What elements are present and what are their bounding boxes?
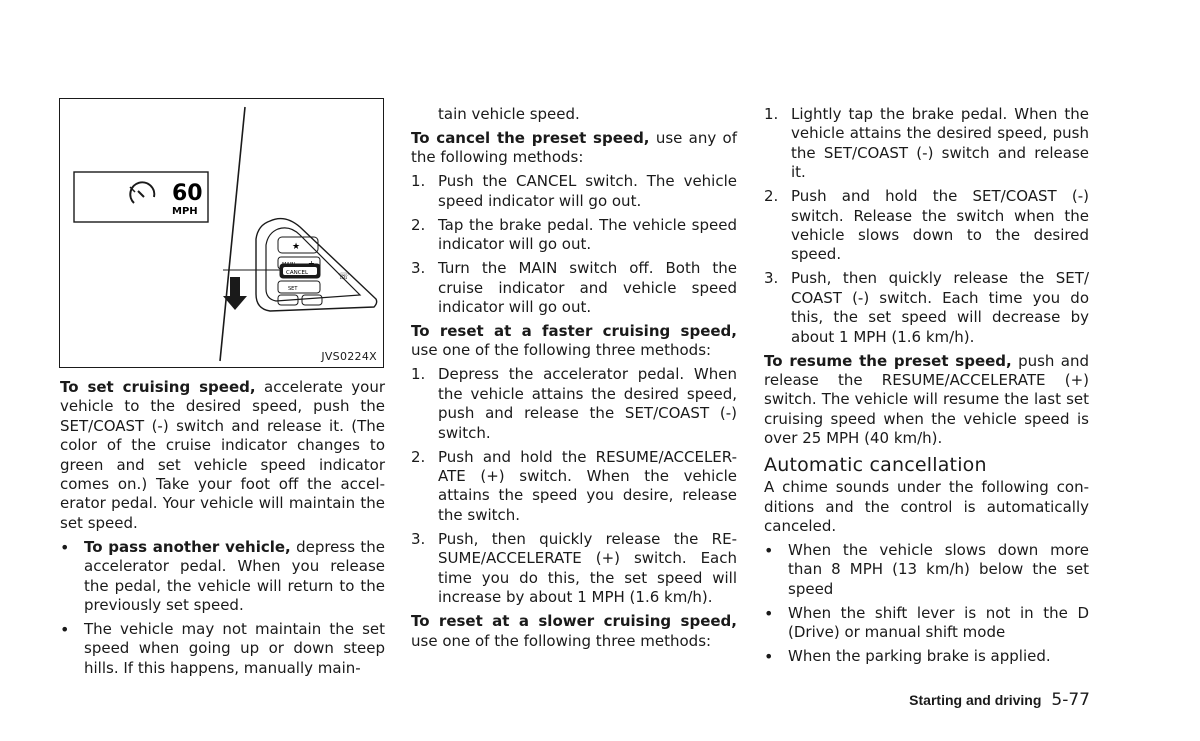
slower-text: use one of the following three methods: — [411, 631, 712, 650]
list-item: • When the vehicle slows down more than 8 MPH (13 km/h) below the set speed — [764, 540, 1089, 598]
list-item: 2. Push and hold the RESUME/ACCELER-ATE (+) switch. When the vehicle attains the speed you desire, release the switch. — [411, 447, 737, 524]
display-speed-value: 60 — [172, 181, 203, 206]
section-heading: Automatic cancellation — [764, 453, 987, 476]
display-speed-unit: MPH — [172, 206, 198, 217]
cancel-paragraph — [411, 129, 737, 168]
bullet-icon: • — [764, 540, 774, 560]
cruise-control-illustration — [59, 98, 384, 368]
cancel-text: use any of the following methods: — [411, 129, 737, 167]
list-item: 2. Push and hold the SET/COAST (-) switch. Release the switch when the vehicle slows down to the desired speed. — [764, 187, 1089, 264]
bullet-title: To pass another vehicle, — [84, 537, 291, 556]
bullet-icon: • — [764, 603, 774, 623]
continuation-text: tain vehicle speed. — [438, 105, 580, 123]
list-item: 1. Depress the accelerator pedal. When the vehicle attains the desired speed, push and release the SET/COAST (-) switch. — [411, 365, 737, 442]
faster-text: use one of the following three methods: — [411, 341, 712, 360]
slower-title: To reset at a slower cruising speed, — [411, 612, 737, 631]
bullet-icon: • — [764, 646, 774, 666]
set-speed-text: accelerate your vehicle to the desired speed, push the SET/COAST (-) switch and release it. (The color of the cruise indicator changes to green and set vehicle speed indicator comes on.) Take your foot off the accel-erator pedal. Your vehicle will maintain the set speed. — [60, 378, 385, 532]
svg-text:☏: ☏ — [338, 272, 350, 282]
list-item — [60, 620, 385, 678]
faster-title: To reset at a faster cruising speed, — [411, 322, 737, 341]
faster-paragraph — [411, 322, 737, 361]
list-item: 3. Push, then quickly release the RE-SUME/ACCELERATE (+) switch. Each time you do this, the set speed will increase by about 1 MPH (1.6 km/h). — [411, 529, 737, 607]
resume-paragraph — [764, 352, 1089, 449]
cruise-speedometer-icon — [130, 182, 154, 203]
column-2 — [411, 105, 737, 656]
list-item: 3. Push, then quickly release the SET/ COAST (-) switch. Each time you do this, the set speed will decrease by about 1 MPH (1.6 km/h). — [764, 269, 1089, 346]
switch-cancel-label: CANCEL — [286, 270, 309, 276]
bullet-text: The vehicle may not maintain the set speed when going up or down steep hills. If this happens, manually main- — [84, 619, 385, 677]
bullet-icon: • — [60, 537, 70, 557]
list-item — [60, 538, 385, 616]
list-item: 1. Push the CANCEL switch. The vehicle speed indicator will go out. — [411, 172, 737, 210]
set-speed-title: To set cruising speed, — [60, 378, 256, 396]
list-item: • When the shift lever is not in the D (Drive) or manual shift mode — [764, 603, 1089, 641]
resume-text: push and release the RESUME/ACCELERATE (+) switch. The vehicle will resume the last set cruising speed when the vehicle speed is over 25 MPH (40 km/h). — [764, 351, 1089, 448]
svg-text:★: ★ — [292, 242, 301, 252]
auto-cancel-paragraph: A chime sounds under the following con-ditions and the control is automatically canceled. — [764, 478, 1089, 535]
cancel-title: To cancel the preset speed, — [411, 129, 650, 147]
figure-code: JVS0224X — [321, 350, 377, 363]
page-footer — [860, 690, 1090, 710]
footer-section-title: Starting and driving — [909, 692, 1042, 708]
cruise-switch-diagram — [60, 99, 385, 369]
switch-set-label: SET — [288, 286, 298, 292]
page-number: 5-77 — [1051, 690, 1090, 710]
resume-title: To resume the preset speed, — [764, 351, 1012, 370]
column-3 — [764, 105, 1089, 671]
list-item: 2. Tap the brake pedal. The vehicle speed indicator will go out. — [411, 215, 737, 254]
list-item: 3. Turn the MAIN switch off. Both the cruise indicator and vehicle speed indicator will go out. — [411, 259, 737, 317]
set-speed-paragraph — [60, 378, 385, 533]
bullet-icon: • — [60, 619, 70, 639]
list-item: 1. Lightly tap the brake pedal. When the vehicle attains the desired speed, push the SET/COAST (-) switch and release it. — [764, 105, 1089, 182]
slower-paragraph — [411, 612, 737, 651]
list-item: • When the parking brake is applied. — [764, 646, 1051, 666]
column-1 — [60, 378, 385, 682]
bullet-text: depress the accelerator pedal. When you release the pedal, the vehicle will return to the previously set speed. — [84, 537, 385, 615]
